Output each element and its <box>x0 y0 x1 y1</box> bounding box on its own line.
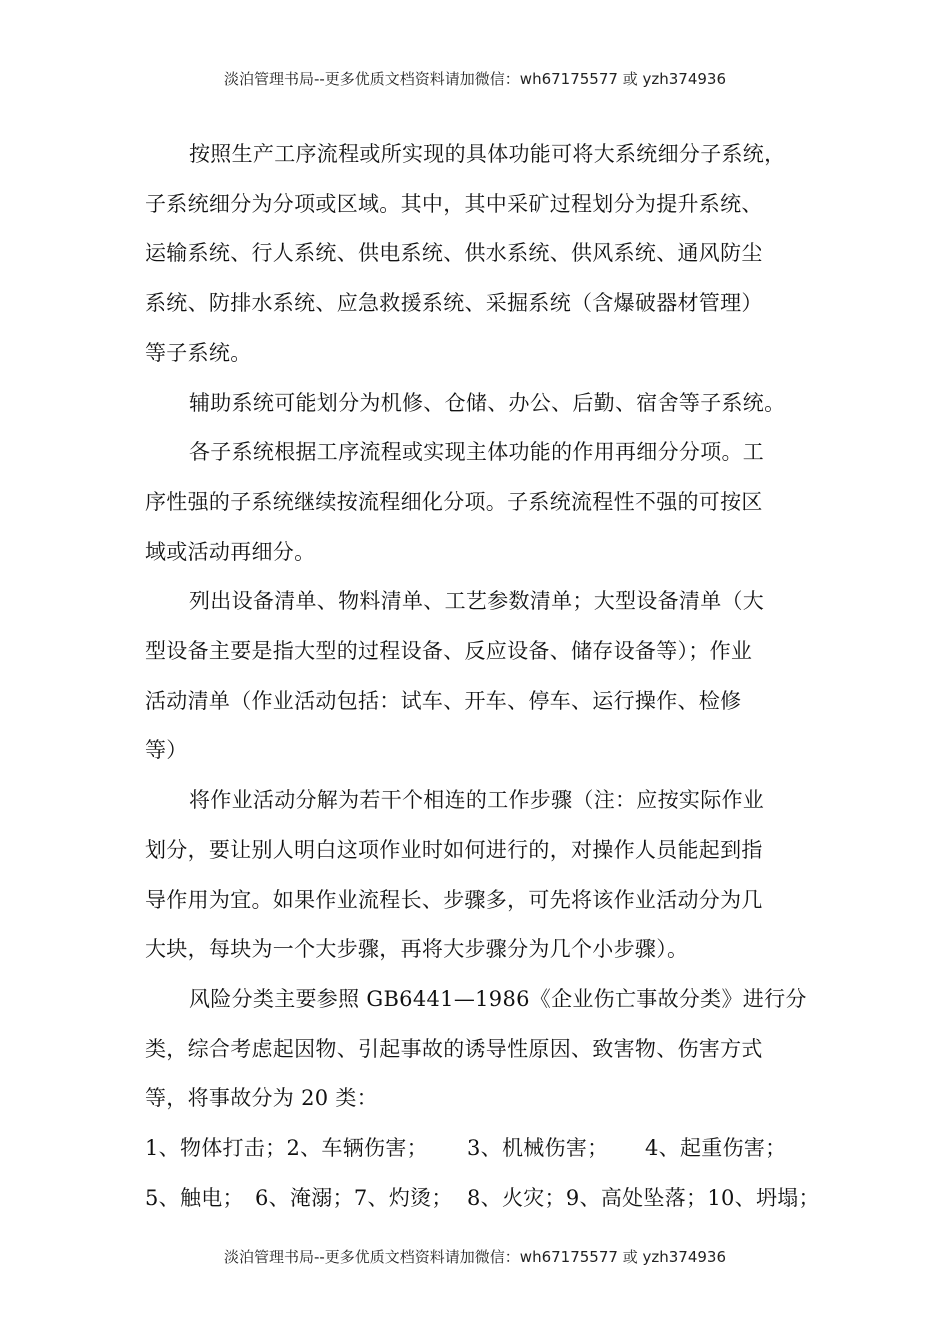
text-line: 按照生产工序流程或所实现的具体功能可将大系统细分子系统， <box>189 142 786 166</box>
list-item: 6、淹溺；7、灼烫； <box>255 1185 453 1210</box>
text-line: 活动清单（作业活动包括：试车、开车、停车、运行操作、检修 <box>145 688 742 713</box>
text-line: 等子系统。 <box>145 340 252 365</box>
paragraph-work-steps <box>145 776 820 975</box>
page-header: 淡泊管理书局--更多优质文档资料请加微信：wh67175577 或 yzh374936 <box>223 70 726 88</box>
text-line: 等，将事故分为 20 类： <box>145 1086 378 1111</box>
paragraph-subsystem-items <box>145 428 820 577</box>
paragraph-equipment-lists <box>145 577 820 776</box>
list-row <box>145 1124 820 1174</box>
text-line: 风险分类主要参照 GB6441—1986《企业伤亡事故分类》进行分 <box>189 986 807 1011</box>
text-line: 型设备主要是指大型的过程设备、反应设备、储存设备等）；作业 <box>145 639 753 664</box>
text-line: 辅助系统可能划分为机修、仓储、办公、后勤、宿舍等子系统。 <box>189 390 786 415</box>
text-line: 划分，要让别人明白这项作业时如何进行的，对操作人员能起到指 <box>145 837 763 862</box>
list-item: 5、触电； <box>145 1185 244 1210</box>
text-line: 各子系统根据工序流程或实现主体功能的作用再细分分项。工 <box>189 440 765 465</box>
paragraph-risk-classification <box>145 975 820 1124</box>
list-item: 1、物体打击；2、车辆伤害； <box>145 1136 428 1161</box>
list-row <box>145 1174 820 1224</box>
list-item: 3、机械伤害； <box>467 1136 609 1161</box>
text-line: 序性强的子系统继续按流程细化分项。子系统流程性不强的可按区 <box>145 489 763 514</box>
paragraph-auxiliary-system <box>145 379 820 429</box>
list-item: 8、火灾；9、高处坠落；10、坍塌； <box>467 1185 820 1210</box>
text-line: 列出设备清单、物料清单、工艺参数清单；大型设备清单（大 <box>189 589 765 614</box>
list-item: 4、起重伤害； <box>645 1136 787 1161</box>
text-line: 大块，每块为一个大步骤，再将大步骤分为几个小步骤）。 <box>145 937 689 962</box>
text-line: 类，综合考虑起因物、引起事故的诱导性原因、致害物、伤害方式 <box>145 1036 763 1061</box>
text-line: 运输系统、行人系统、供电系统、供水系统、供风系统、通风防尘 <box>145 241 763 266</box>
page-footer: 淡泊管理书局--更多优质文档资料请加微信：wh67175577 或 yzh374936 <box>223 1248 726 1266</box>
text-line: 系统、防排水系统、应急救援系统、采掘系统（含爆破器材管理） <box>145 291 763 316</box>
text-line: 子系统细分为分项或区域。其中，其中采矿过程划分为提升系统、 <box>145 191 763 216</box>
text-line: 将作业活动分解为若干个相连的工作步骤（注：应按实际作业 <box>189 788 765 813</box>
text-line: 导作用为宜。如果作业流程长、步骤多，可先将该作业活动分为几 <box>145 887 763 912</box>
paragraph-subsystem-division <box>145 130 820 379</box>
accident-category-list <box>145 1124 820 1223</box>
text-line: 等） <box>145 738 188 763</box>
document-body <box>145 130 820 1223</box>
text-line: 域或活动再细分。 <box>145 539 316 564</box>
